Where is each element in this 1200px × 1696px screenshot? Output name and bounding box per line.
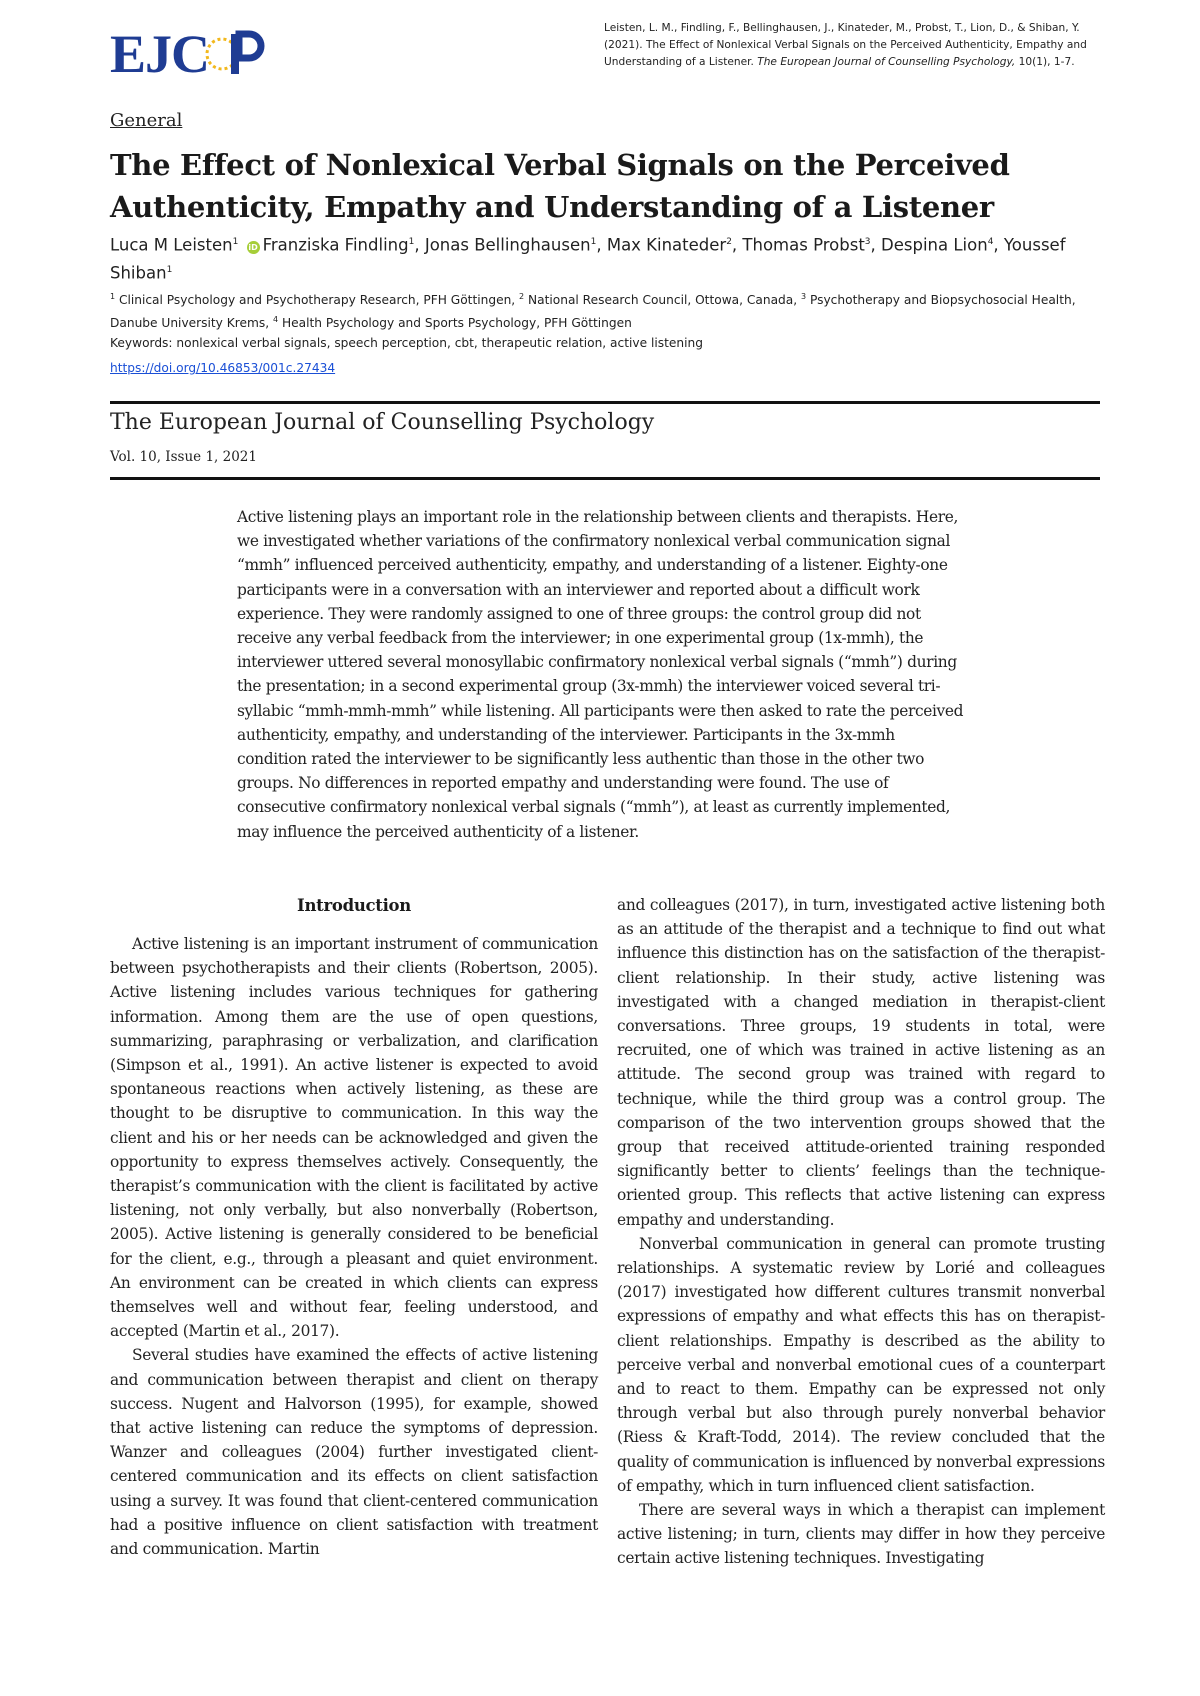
orcid-icon[interactable]: iD <box>248 242 258 252</box>
author-name[interactable]: Youssef Shiban <box>110 235 1066 282</box>
author-list: Luca M Leisten$^1$ iD Franziska Findling$^1$, Jonas Bellinghausen$^1$, Max Kinateder$^2$, Thomas Probst$^3$, Despina Lion$^4$, Youssef Shiban$^1$ <box>110 235 1066 282</box>
affiliations: $^1$ Clinical Psychology and Psychotherapy Research, PFH Göttingen, $^2$ National Research Council, Ottowa, Canada, $^3$ Psychotherapy and Biopsychosocial Health, Danube University Krems, $^4$ Health Psychology and Sports Psychology, PFH Göttingen <box>110 292 1076 331</box>
section-label[interactable]: General <box>110 110 183 131</box>
paragraph: and colleagues (2017), in turn, investigated active listening both as an attitude of the therapist and a technique to find out what influence this distinction has on the satisfaction of the therapist-client relationship. In their study, active listening was investigated with a changed mediation in therapist-client conversations. Three groups, 19 students in total, were recruited, one of which was trained in active listening as an attitude. The second group was trained with regard to technique, while the third group was a control group. The comparison of the two intervention groups showed that the group that received attitude-oriented training responded significantly better to clients’ feelings than the technique-oriented group. This reflects that active listening can express empathy and understanding. <box>617 896 1105 1229</box>
citation-volume: 10(1), 1-7. <box>1018 56 1075 68</box>
ejcp-logo-graphic <box>110 26 270 82</box>
paragraph: Active listening is an important instrument of communication between psychotherapists and their clients (Robertson, 2005). Active listening includes various techniques for gathering information. Among them are the use of open questions, summarizing, paraphrasing or verbalization, and clarification (Simpson et al., 1991). An active listener is expected to avoid spontaneous reactions when actively listening, as these are thought to be disruptive to communication. In this way the client and his or her needs can be acknowledged and given the opportunity to express themselves actively. Consequently, the therapist’s communication with the client is facilitated by active listening, not only verbally, but also nonverbally (Robertson, 2005). Active listening is generally considered to be beneficial for the client, e.g., through a pleasant and quiet environment. An environment can be created in which clients can express themselves well and without fear, feeling understood, and accepted (Martin et al., 2017). <box>110 935 598 1341</box>
journal-volume: Vol. 10, Issue 1, 2021 <box>110 449 257 465</box>
author-name[interactable]: Thomas Probst <box>742 235 865 255</box>
top-divider <box>110 401 1100 404</box>
header-citation: Leisten, L. M., Findling, F., Bellinghausen, J., Kinateder, M., Probst, T., Lion, D., & Shiban, Y. (2021). The Effect of Nonlexical Verbal Signals on the Perceived Authenticity, Empathy and Understanding of a Listener. The European Journal of Counselling Psychology, 10(1), 1-7. <box>604 22 1087 68</box>
citation-journal: The European Journal of Counselling Psychology, <box>757 56 1016 68</box>
article-title: The Effect of Nonlexical Verbal Signals on the Perceived Authenticity, Empathy and Understanding of a Listener <box>110 148 1010 224</box>
journal-name: The European Journal of Counselling Psychology <box>110 410 655 435</box>
introduction-heading: Introduction <box>297 896 411 915</box>
journal-logo[interactable] <box>110 26 270 82</box>
left-column <box>110 894 598 1561</box>
abstract: Active listening plays an important role in the relationship between clients and therapists. Here, we investigated whether variations of the confirmatory nonlexical verbal communication signal “mmh” influenced perceived authenticity, empathy, and understanding of a listener. Eighty-one participants were in a conversation with an interviewer and reported about a difficult work experience. They were randomly assigned to one of three groups: the control group did not receive any verbal feedback from the interviewer; in one experimental group (1x-mmh), the interviewer uttered several monosyllabic confirmatory nonlexical verbal signals (“mmh”) during the presentation; in a second experimental group (3x-mmh) the interviewer voiced several tri-syllabic “mmh-mmh-mmh” while listening. All participants were then asked to rate the perceived authenticity, empathy, and understanding of the interviewer. Participants in the 3x-mmh condition rated the interviewer to be significantly less authentic than those in the other two groups. No differences in reported empathy and understanding were found. The use of consecutive confirmatory nonlexical verbal signals (“mmh”), at least as currently implemented, may influence the perceived authenticity of a listener. <box>237 508 964 841</box>
paragraph: There are several ways in which a therapist can implement active listening; in turn, clients may differ in how they perceive certain active listening techniques. Investigating <box>617 1501 1105 1568</box>
paragraph: Nonverbal communication in general can promote trusting relationships. A systematic review by Lorié and colleagues (2017) investigated how different cultures transmit nonverbal expressions of empathy and what effects this has on therapist-client relationships. Empathy is described as the ability to perceive verbal and nonverbal emotional cues of a counterpart and to react to them. Empathy can be expressed not only through verbal but also through purely nonverbal behavior (Riess & Kraft-Todd, 2014). The review concluded that the quality of communication is influenced by nonverbal expressions of empathy, which in turn influenced client satisfaction. <box>617 1234 1105 1495</box>
bottom-divider <box>110 477 1100 480</box>
author-name[interactable]: Franziska Findling <box>262 235 409 255</box>
author-name[interactable]: Despina Lion <box>881 235 988 255</box>
author-name[interactable]: Max Kinateder <box>606 235 727 255</box>
paragraph: Several studies have examined the effects of active listening and communication between therapist and client on therapy success. Nugent and Halvorson (1995), for example, showed that active listening can reduce the symptoms of depression. Wanzer and colleagues (2004) further investigated client-centered communication and its effects on client satisfaction using a survey. It was found that client-centered communication had a positive influence on client satisfaction with treatment and communication. Martin <box>110 1346 598 1559</box>
svg-text:EJC: EJC <box>110 26 210 82</box>
keywords: Keywords: nonlexical verbal signals, speech perception, cbt, therapeutic relation, active listening <box>110 336 703 350</box>
doi-link[interactable]: https://doi.org/10.46853/001c.27434 <box>110 361 336 375</box>
right-column <box>617 893 1105 1571</box>
author-name[interactable]: Jonas Bellinghausen <box>424 235 591 255</box>
author-name[interactable]: Luca M Leisten <box>110 235 233 255</box>
